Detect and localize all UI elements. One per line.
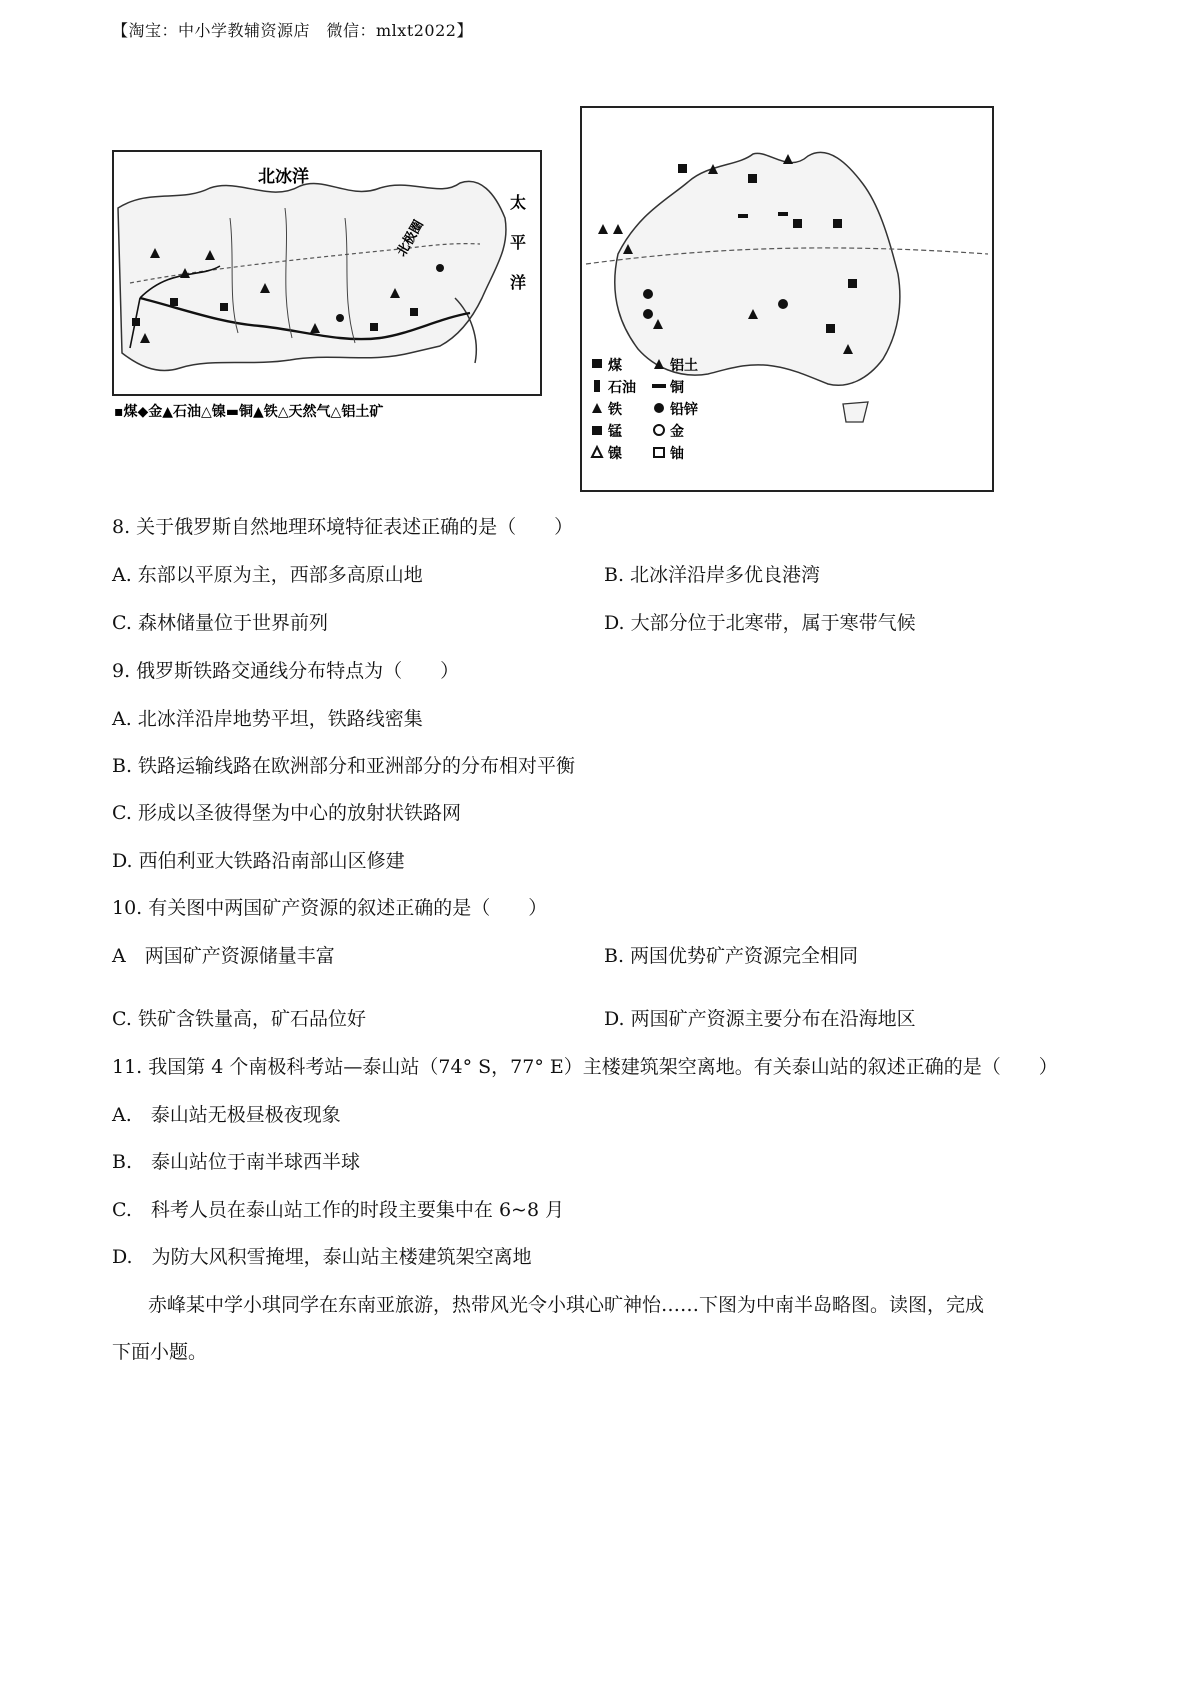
intro-paragraph-line-2: 下面小题。: [112, 1341, 208, 1363]
pacific-label-1: 太: [510, 193, 527, 212]
question-9-stem: 9. 俄罗斯铁路交通线分布特点为（ ）: [112, 660, 460, 682]
aus-legend-copper: 铜: [670, 380, 684, 396]
arctic-ocean-label: 北冰洋: [258, 167, 309, 187]
question-10-option-b[interactable]: B. 两国优势矿产资源完全相同: [604, 945, 859, 967]
question-8-stem: 8. 关于俄罗斯自然地理环境特征表述正确的是（ ）: [112, 516, 574, 538]
pacific-label-3: 洋: [510, 273, 527, 292]
question-9-option-a[interactable]: A. 北冰洋沿岸地势平坦，铁路线密集: [112, 708, 423, 730]
question-11-option-b[interactable]: B. 泰山站位于南半球西半球: [112, 1151, 361, 1173]
pacific-label-2: 平: [510, 233, 527, 252]
question-10-option-a[interactable]: A 两国矿产资源储量丰富: [112, 945, 335, 967]
australia-mineral-map: [578, 104, 996, 494]
russia-legend: ▪煤◆金▲石油△镍▬铜▲铁△天然气△铝土矿: [114, 404, 384, 420]
russia-mineral-map: [110, 148, 544, 448]
aus-legend-oil: 石油: [608, 380, 636, 396]
aus-legend-iron: 铁: [608, 402, 622, 418]
question-11-option-c[interactable]: C. 科考人员在泰山站工作的时段主要集中在 6~8 月: [112, 1199, 565, 1221]
aus-legend-nickel: 镍: [608, 446, 622, 462]
question-11-stem: 11. 我国第 4 个南极科考站—泰山站（74° S，77° E）主楼建筑架空离地。有关泰山站的叙述正确的是（ ）: [112, 1056, 1058, 1078]
aus-legend-gold: 金: [670, 424, 684, 440]
question-8-option-a[interactable]: A. 东部以平原为主，西部多高原山地: [112, 564, 423, 586]
question-8-option-b[interactable]: B. 北冰洋沿岸多优良港湾: [604, 564, 821, 586]
aus-legend-manganese: 锰: [608, 424, 622, 440]
question-9-option-c[interactable]: C. 形成以圣彼得堡为中心的放射状铁路网: [112, 802, 461, 824]
aus-legend-bauxite: 铝土: [670, 358, 698, 374]
question-11-option-d[interactable]: D. 为防大风积雪掩埋，泰山站主楼建筑架空离地: [112, 1246, 532, 1268]
russia-map-drawing: [110, 148, 544, 448]
aus-legend-coal: 煤: [608, 358, 622, 374]
question-9-option-b[interactable]: B. 铁路运输线路在欧洲部分和亚洲部分的分布相对平衡: [112, 755, 576, 777]
question-8-option-c[interactable]: C. 森林储量位于世界前列: [112, 612, 328, 634]
question-10-stem: 10. 有关图中两国矿产资源的叙述正确的是（ ）: [112, 897, 548, 919]
page-header: 【淘宝：中小学教辅资源店 微信：mlxt2022】: [112, 21, 473, 40]
question-10-option-d[interactable]: D. 两国矿产资源主要分布在沿海地区: [604, 1008, 916, 1030]
question-10-option-c[interactable]: C. 铁矿含铁量高，矿石品位好: [112, 1008, 366, 1030]
australia-map-drawing: [578, 104, 996, 494]
question-9-option-d[interactable]: D. 西伯利亚大铁路沿南部山区修建: [112, 850, 405, 872]
question-11-option-a[interactable]: A. 泰山站无极昼极夜现象: [112, 1104, 341, 1126]
intro-paragraph-line-1: 赤峰某中学小琪同学在东南亚旅游，热带风光令小琪心旷神怡……下图为中南半岛略图。读图，完成: [148, 1294, 985, 1316]
arctic-circle-label: 北极圈: [394, 217, 427, 260]
question-8-option-d[interactable]: D. 大部分位于北寒带，属于寒带气候: [604, 612, 916, 634]
aus-legend-uranium: 铀: [670, 446, 684, 462]
aus-legend-leadzinc: 铅锌: [670, 402, 698, 418]
